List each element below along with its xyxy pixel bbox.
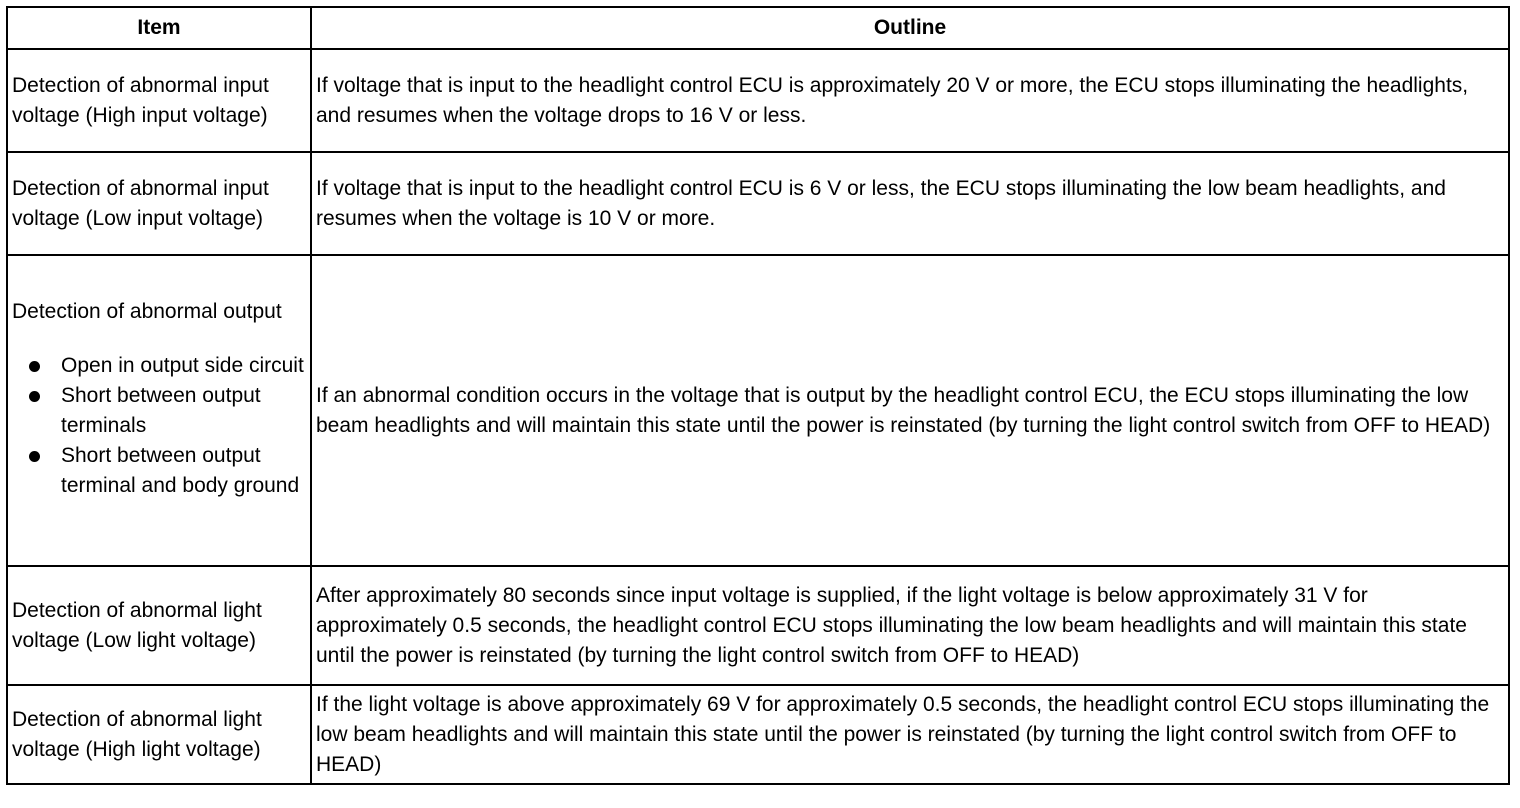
- outline-cell: If voltage that is input to the headlight control ECU is 6 V or less, the ECU stops illuminating the low beam headlights, and resumes when the voltage is 10 V or more.: [311, 152, 1509, 255]
- item-text: Detection of abnormal input voltage (Low input voltage): [12, 176, 269, 230]
- table-row: [7, 255, 1509, 566]
- item-text: Detection of abnormal input voltage (High input voltage): [12, 73, 269, 127]
- item-text: Detection of abnormal light voltage (Low light voltage): [12, 598, 262, 652]
- item-cell: [7, 566, 311, 685]
- item-cell: [7, 685, 311, 784]
- outline-cell: If an abnormal condition occurs in the voltage that is output by the headlight control ECU, the ECU stops illuminating the low beam headlights and will maintain this state until the power is reinstated (by turning the light control switch from OFF to HEAD): [311, 255, 1509, 566]
- bullet-icon: [29, 451, 40, 462]
- item-text: Detection of abnormal light voltage (High light voltage): [12, 707, 262, 761]
- outline-cell: After approximately 80 seconds since input voltage is supplied, if the light voltage is below approximately 31 V for approximately 0.5 seconds, the headlight control ECU stops illuminating the low beam headlights and will maintain this state until the power is reinstated (by turning the light control switch from OFF to HEAD): [311, 566, 1509, 685]
- bullet-list: [12, 351, 306, 501]
- item-text: Detection of abnormal output: [12, 299, 282, 323]
- bullet-text: Short between output terminals: [61, 383, 261, 437]
- item-cell: [7, 152, 311, 255]
- table-row: [7, 685, 1509, 784]
- column-header-outline: Outline: [311, 7, 1509, 49]
- outline-cell: If the light voltage is above approximately 69 V for approximately 0.5 seconds, the headlight control ECU stops illuminating the low beam headlights and will maintain this state until the power is reinstated (by turning the light control switch from OFF to HEAD): [311, 685, 1509, 784]
- table-row: [7, 152, 1509, 255]
- bullet-text: Open in output side circuit: [61, 353, 304, 377]
- bullet-icon: [29, 361, 40, 372]
- bullet-item: [12, 441, 306, 501]
- spec-table: [6, 6, 1510, 785]
- bullet-item: [12, 351, 306, 381]
- column-header-item: Item: [7, 7, 311, 49]
- item-cell: [7, 255, 311, 566]
- item-cell: [7, 49, 311, 152]
- bullet-item: [12, 381, 306, 441]
- table-row: [7, 566, 1509, 685]
- document-page: [6, 6, 1508, 785]
- bullet-text: Short between output terminal and body ground: [61, 443, 300, 497]
- outline-cell: If voltage that is input to the headlight control ECU is approximately 20 V or more, the ECU stops illuminating the headlights, and resumes when the voltage drops to 16 V or less.: [311, 49, 1509, 152]
- bullet-icon: [29, 391, 40, 402]
- table-header-row: [7, 7, 1509, 49]
- table-row: [7, 49, 1509, 152]
